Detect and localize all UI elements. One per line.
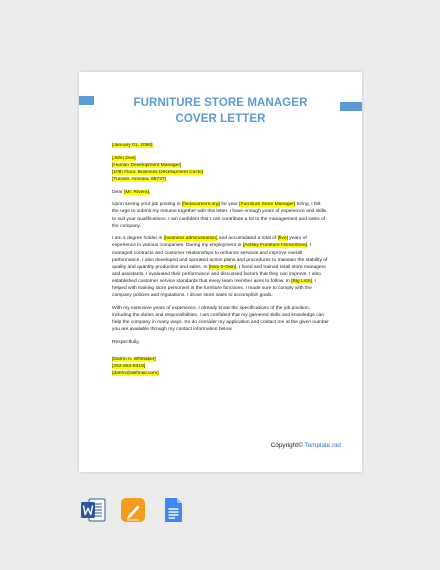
copyright-footer <box>271 442 341 449</box>
p3-line-3: help the company in many ways. So do consider my application and contact me at the given number <box>112 319 329 325</box>
p2-text-f: quality and quantity production and sales. In <box>112 264 209 270</box>
degree: [business administration] <box>163 236 218 242</box>
signer-name: [Darrin A. Whittaker] <box>112 356 156 362</box>
p2-text-c: years of <box>287 236 307 242</box>
p3-line-2: including the duties and responsibilities. I am confident that my garnered skills and knowledge can <box>112 312 325 318</box>
p2-line-9: company policies and regulations. I drove store sales to accomplish goals. <box>112 293 273 299</box>
signer-email: [darrin@defmail.com] <box>112 371 159 376</box>
document-title-line1: FURNITURE STORE MANAGER <box>133 97 308 109</box>
p2-line-6: and assistants. I evaluated their performance and discussed factors that they can improve. I also <box>112 271 321 277</box>
signer-phone: [253-884-9319] <box>112 363 146 369</box>
recipient-name: [John Doe] <box>112 155 136 161</box>
p2-text-h: established customer service standards that every team member aims to follow. In <box>112 278 292 284</box>
p2-line-8: helped with training store personnel in the furniture functions. I made sure to comply with the <box>112 285 312 291</box>
p2-text-d: experience in various companies. During my employment in <box>112 243 243 249</box>
p1-text-a: Upon seeing your job posting in <box>112 202 182 208</box>
previous-company: [Ashley Furniture HomeStore] <box>242 243 308 249</box>
employment-date: [Nov-2-Own] <box>208 264 237 270</box>
employer-2: [Big Lotn] <box>291 278 312 284</box>
copyright-text: Copyright <box>270 442 299 449</box>
p1-line-2: the urge to submit my resume together with this letter. I have enough years of experience and skills <box>112 209 327 215</box>
copyright-symbol: © <box>298 442 303 449</box>
job-role: [Furniture Store Manager] <box>239 202 296 208</box>
p2-text-a: I am a degree holder in <box>112 236 164 242</box>
paragraph-2 <box>112 235 334 299</box>
p3-line-1: With my extensive years of experience, I already know the specifications of the job position, <box>112 305 310 311</box>
signature-block <box>112 356 334 377</box>
word-icon[interactable] <box>80 497 106 523</box>
recipient-address: [10th Floor, Business Development Circle] <box>112 169 204 175</box>
paragraph-3 <box>112 305 334 333</box>
paragraph-1 <box>112 201 334 229</box>
pages-icon[interactable] <box>120 497 146 523</box>
brand-link[interactable]: Template.net <box>304 442 341 449</box>
p1-line-4: the company. <box>112 223 141 229</box>
letter-date: [January 01, 2050] <box>112 143 153 148</box>
p2-text-b: and accumulated a total of <box>217 236 278 242</box>
p1-line-3: to suit your qualifications. I am confident that I can contribute a lot to the management and sales of <box>112 216 326 222</box>
document-title-line2: COVER LETTER <box>175 113 266 125</box>
p2-line-3: managed contracts and customer relationships to enhance services and improve overall <box>112 250 303 256</box>
p2-text-g: , I hired and trained retail store managers <box>236 264 326 270</box>
p2-line-4: performance. I also developed and operated action plans and procedures to maintain the stability of <box>112 257 328 263</box>
salutation-suffix: , <box>148 189 151 195</box>
p2-text-e: , I <box>307 243 312 249</box>
recipient-title: [Human Development Manager] <box>112 162 182 168</box>
job-site: [findacareers.org] <box>181 202 220 208</box>
p2-text-i: , I <box>311 278 316 284</box>
recipient-city: [Tucson, Arizona, 85737] <box>112 176 166 182</box>
google-docs-icon[interactable] <box>160 497 186 523</box>
years: [five] <box>277 236 288 242</box>
closing: Respectfully, <box>112 339 140 345</box>
salutation-prefix: Dear <box>112 189 124 195</box>
document-page <box>79 72 362 472</box>
salutation <box>112 189 334 196</box>
salutation-name: [Mr. Rivera] <box>123 189 149 195</box>
p1-text-c: hiring, I felt <box>295 202 321 208</box>
recipient-block <box>112 155 334 183</box>
letter-body <box>112 142 334 383</box>
p1-text-b: for your <box>219 202 240 208</box>
p3-line-4: you are available through my contact information below. <box>112 327 233 333</box>
